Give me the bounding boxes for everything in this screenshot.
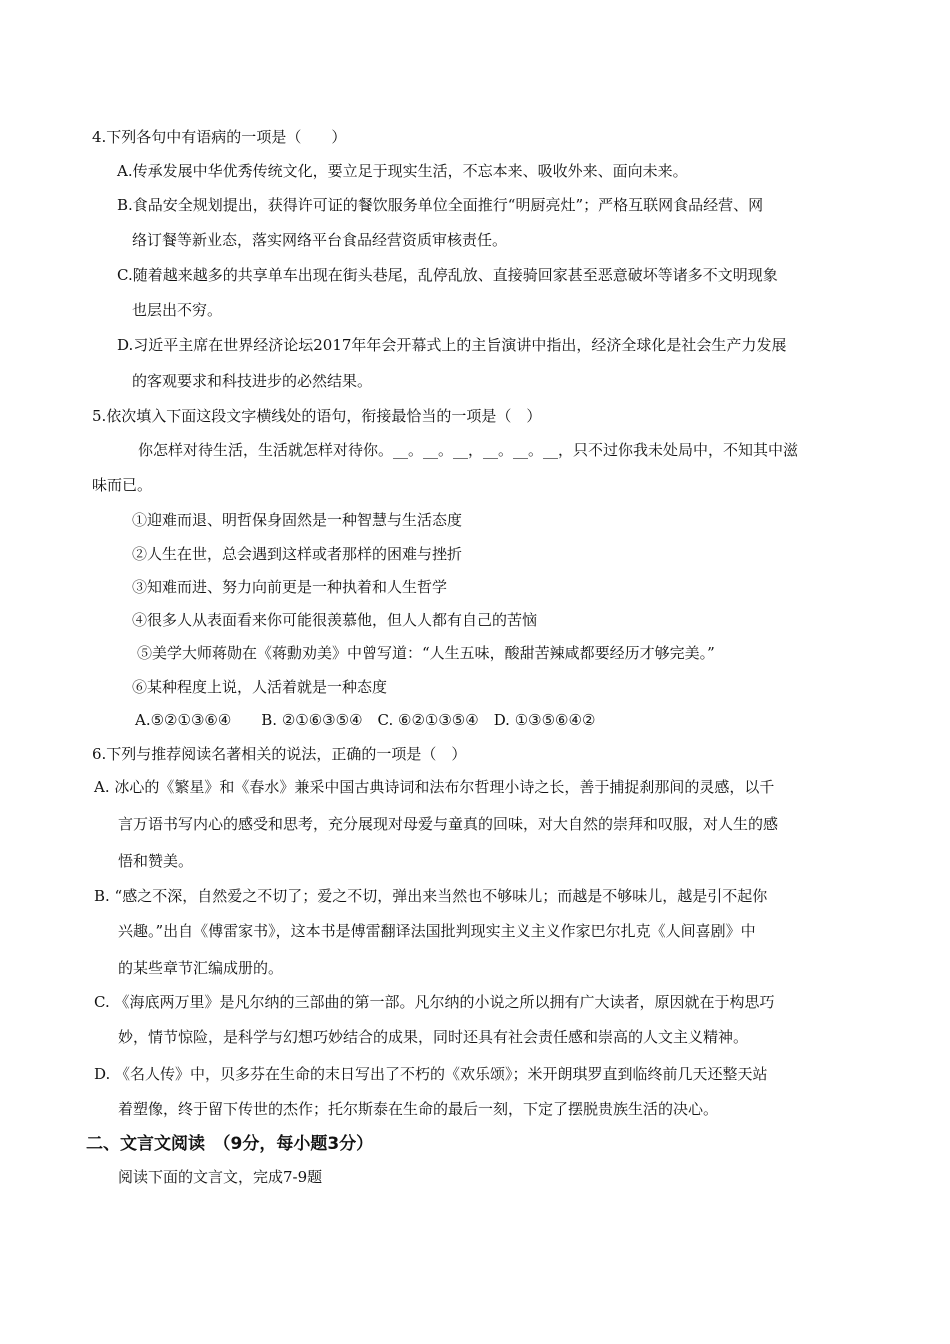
- q5-options: A.⑤②①③⑥④ B. ②①⑥③⑤④ C. ⑥②①③⑤④ D. ①③⑤⑥④②: [135, 711, 596, 729]
- q5-sentence-2: ②人生在世，总会遇到这样或者那样的困难与挫折: [132, 545, 463, 563]
- q4-option-d-line1: D.习近平主席在世界经济论坛2017年年会开幕式上的主旨演讲中指出，经济全球化是社会生产力发展: [117, 336, 787, 354]
- q4-option-b-line1: B.食品安全规划提出，获得许可证的餐饮服务单位全面推行“明厨亮灶”；严格互联网食品经营、网: [117, 196, 764, 214]
- q6-option-d-line1: D. 《名人传》中，贝多芬在生命的末日写出了不朽的《欢乐颂》；米开朗琪罗直到临终前几天还整天站: [94, 1065, 768, 1083]
- section-intro: 阅读下面的文言文，完成7-9题: [118, 1168, 323, 1186]
- q5-stem: 5.依次填入下面这段文字横线处的语句，衔接最恰当的一项是（ ）: [92, 407, 542, 425]
- q5-sentence-3: ③知难而进、努力向前更是一种执着和人生哲学: [132, 578, 448, 596]
- q4-option-a: A.传承发展中华优秀传统文化，要立足于现实生活，不忘本来、吸收外来、面向未来。: [117, 162, 688, 180]
- section-heading: 二、文言文阅读 （9分，每小题3分）: [86, 1134, 374, 1154]
- q5-sentence-5: ⑤美学大师蒋勋在《蒋勳劝美》中曾写道：“人生五味，酸甜苦辣咸都要经历才够完美。”: [137, 644, 715, 662]
- q6-option-a-line3: 悟和赞美。: [118, 852, 194, 870]
- q6-option-c-line2: 妙，情节惊险，是科学与幻想巧妙结合的成果，同时还具有社会责任感和崇高的人文主义精神。: [118, 1028, 749, 1046]
- q5-passage-line2: 味而已。: [92, 476, 153, 494]
- q5-sentence-6: ⑥某种程度上说，人活着就是一种态度: [132, 678, 388, 696]
- q6-option-d-line2: 着塑像，终于留下传世的杰作；托尔斯泰在生命的最后一刻，下定了摆脱贵族生活的决心。: [118, 1100, 719, 1118]
- q5-passage-line1: 你怎样对待生活，生活就怎样对待你。__。__。__，__。__。__，只不过你我未处局中，不知其中滋: [138, 441, 799, 459]
- q6-stem: 6.下列与推荐阅读名著相关的说法，正确的一项是（ ）: [92, 745, 467, 763]
- q6-option-a-line2: 言万语书写内心的感受和思考，充分展现对母爱与童真的回味，对大自然的崇拜和叹服，对人生的感: [118, 815, 779, 833]
- q6-option-b-line2: 兴趣。”出自《傅雷家书》，这本书是傅雷翻译法国批判现实主义主义作家巴尔扎克《人间喜剧》中: [118, 922, 756, 940]
- q6-option-b-line3: 的某些章节汇编成册的。: [118, 959, 284, 977]
- q6-option-c-line1: C. 《海底两万里》是凡尔纳的三部曲的第一部。凡尔纳的小说之所以拥有广大读者，原因就在于构思巧: [94, 993, 775, 1011]
- q4-option-d-line2: 的客观要求和科技进步的必然结果。: [132, 372, 373, 390]
- q5-sentence-1: ①迎难而退、明哲保身固然是一种智慧与生活态度: [132, 511, 463, 529]
- q4-option-c-line2: 也层出不穷。: [132, 301, 223, 319]
- q4-option-c-line1: C.随着越来越多的共享单车出现在街头巷尾，乱停乱放、直接骑回家甚至恶意破坏等诸多不文明现象: [117, 266, 778, 284]
- q4-stem: 4.下列各句中有语病的一项是（ ）: [92, 128, 347, 146]
- q4-option-b-line2: 络订餐等新业态，落实网络平台食品经营资质审核责任。: [132, 231, 508, 249]
- q6-option-b-line1: B. “感之不深，自然爱之不切了；爱之不切，弹出来当然也不够味儿；而越是不够味儿，越是引不起你: [94, 887, 768, 905]
- q6-option-a-line1: A. 冰心的《繁星》和《春水》兼采中国古典诗词和法布尔哲理小诗之长，善于捕捉刹那间的灵感，以千: [94, 778, 775, 796]
- q5-sentence-4: ④很多人从表面看来你可能很羡慕他，但人人都有自己的苦恼: [132, 611, 538, 629]
